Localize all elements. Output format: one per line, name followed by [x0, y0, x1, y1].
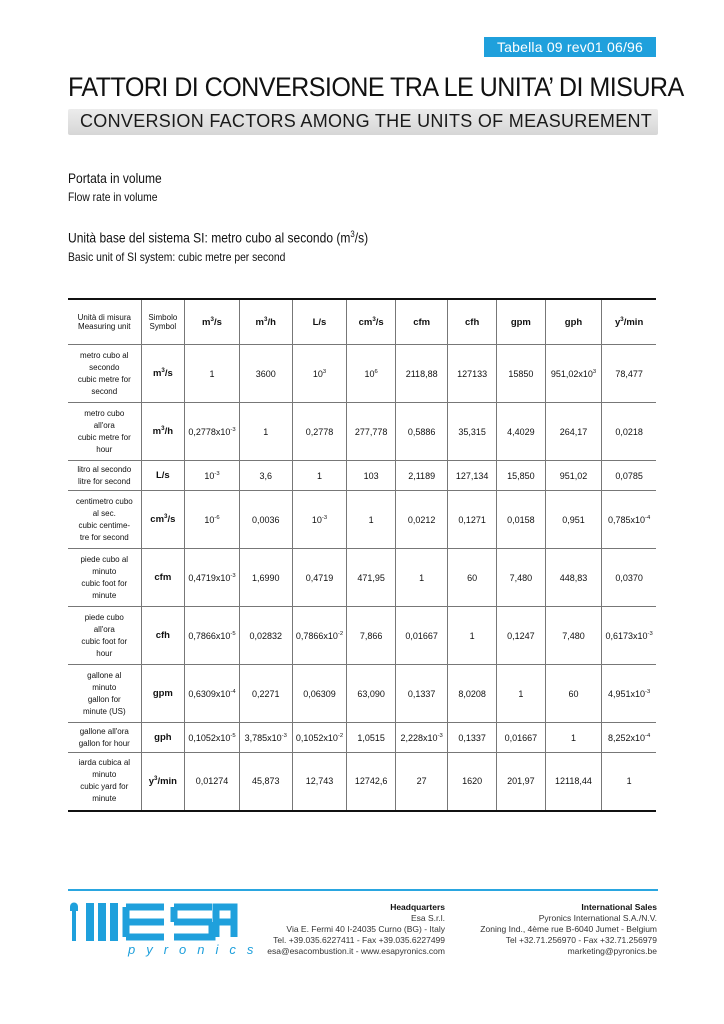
hq-contact[interactable]: esa@esacombustion.it - www.esapyronics.com [267, 946, 445, 956]
table-row [68, 549, 656, 607]
table-row [68, 461, 656, 491]
row-symbol: $m^3/h$ [141, 403, 185, 461]
table-row [68, 665, 656, 723]
conversion-value: 1 [292, 461, 347, 491]
conversion-value: $0,1052x10^{-2}$ [292, 723, 347, 753]
header-unit: Unità di misura Measuring unit [68, 299, 141, 345]
hq-title: Headquarters [390, 902, 445, 912]
conversion-value: 448,83 [545, 549, 602, 607]
column-header: cfm [396, 299, 448, 345]
row-unit-label: piede cubo al minuto cubic foot for minute [68, 549, 141, 607]
base-unit-heading-en: Basic unit of SI system: cubic metre per second [68, 250, 286, 264]
conversion-value: 103 [347, 461, 396, 491]
conversion-value: $0,1052x10^{-5}$ [185, 723, 240, 753]
conversion-value: $4,951x10^{-3}$ [602, 665, 656, 723]
esa-pyronics-logo [66, 897, 265, 957]
column-header: cfh [448, 299, 497, 345]
hq-line: Tel. +39.035.6227411 - Fax +39.035.6227499 [273, 935, 445, 945]
sales-line: Tel +32.71.256970 - Fax +32.71.256979 [505, 935, 657, 945]
conversion-value: 7,866 [347, 607, 396, 665]
conversion-value: 0,01274 [185, 753, 240, 811]
conversion-value: 45,873 [239, 753, 292, 811]
conversion-value: 1 [545, 723, 602, 753]
hq-line: Via E. Fermi 40 I-24035 Curno (BG) - Italy [286, 924, 445, 934]
conversion-value: 1,6990 [239, 549, 292, 607]
conversion-value: 0,06309 [292, 665, 347, 723]
conversion-value: 0,1337 [448, 723, 497, 753]
conversion-value: 0,1271 [448, 491, 497, 549]
conversion-value: 12742,6 [347, 753, 396, 811]
column-header: $cm^3/s$ [347, 299, 396, 345]
section-heading-en: Flow rate in volume [68, 190, 158, 204]
conversion-value: 7,480 [497, 549, 546, 607]
conversion-table [68, 298, 656, 812]
conversion-value: $0,6309x10^{-4}$ [185, 665, 240, 723]
conversion-value: 27 [396, 753, 448, 811]
headquarters-block [267, 902, 445, 957]
conversion-value: $3,785x10^{-3}$ [239, 723, 292, 753]
table-reference-tag: Tabella 09 rev01 06/96 [484, 37, 656, 57]
column-header: $m^3/s$ [185, 299, 240, 345]
conversion-value: 0,01667 [396, 607, 448, 665]
conversion-value: 1 [185, 345, 240, 403]
row-unit-label: gallone al minuto gallon for minute (US) [68, 665, 141, 723]
header-symbol: Simbolo Symbol [141, 299, 185, 345]
column-header: $y^3/\min$ [602, 299, 656, 345]
row-unit-label: piede cubo all'ora cubic foot for hour [68, 607, 141, 665]
conversion-value: $10^3$ [292, 345, 347, 403]
sales-line: Zoning Ind., 4ème rue B-6040 Jumet - Belgium [480, 924, 657, 934]
conversion-value: 0,0218 [602, 403, 656, 461]
conversion-value: 1 [602, 753, 656, 811]
table-row [68, 753, 656, 811]
conversion-value: 0,1247 [497, 607, 546, 665]
conversion-value: 0,5886 [396, 403, 448, 461]
conversion-value: 60 [448, 549, 497, 607]
conversion-value: 15850 [497, 345, 546, 403]
conversion-value: 264,17 [545, 403, 602, 461]
table-header-row [68, 299, 656, 345]
conversion-value: 0,01667 [497, 723, 546, 753]
conversion-value: 471,95 [347, 549, 396, 607]
table-body [68, 345, 656, 811]
conversion-value: 951,02 [545, 461, 602, 491]
conversion-value: 12,743 [292, 753, 347, 811]
conversion-value: 60 [545, 665, 602, 723]
conversion-value: 0,0036 [239, 491, 292, 549]
conversion-value: $10^6$ [347, 345, 396, 403]
row-symbol: gph [141, 723, 185, 753]
conversion-value: 12118,44 [545, 753, 602, 811]
conversion-value: $10^{-3}$ [185, 461, 240, 491]
conversion-value: 2,1189 [396, 461, 448, 491]
table-row [68, 723, 656, 753]
base-unit-heading-it: Unità base del sistema SI: metro cubo al secondo $(m^3/s)$ [68, 229, 369, 246]
conversion-value: 3600 [239, 345, 292, 403]
conversion-value: $0,2778x10^{-3}$ [185, 403, 240, 461]
column-header: $m^3/h$ [239, 299, 292, 345]
conversion-value: $0,7866x10^{-5}$ [185, 607, 240, 665]
row-symbol: gpm [141, 665, 185, 723]
conversion-value: 1 [497, 665, 546, 723]
conversion-value: 3,6 [239, 461, 292, 491]
column-header: gpm [497, 299, 546, 345]
conversion-value: 0,02832 [239, 607, 292, 665]
conversion-value: 1 [396, 549, 448, 607]
row-symbol: $cm^3/s$ [141, 491, 185, 549]
conversion-value: 8,0208 [448, 665, 497, 723]
conversion-value: 0,0158 [497, 491, 546, 549]
table-row [68, 345, 656, 403]
conversion-value: 127133 [448, 345, 497, 403]
row-symbol: cfm [141, 549, 185, 607]
conversion-value: 0,951 [545, 491, 602, 549]
conversion-value: 0,0785 [602, 461, 656, 491]
row-unit-label: iarda cubica al minuto cubic yard for minute [68, 753, 141, 811]
conversion-value: $0,7866x10^{-2}$ [292, 607, 347, 665]
conversion-value: 1,0515 [347, 723, 396, 753]
row-symbol: cfh [141, 607, 185, 665]
row-symbol: $y^3/\min$ [141, 753, 185, 811]
conversion-value: 0,0212 [396, 491, 448, 549]
table-row [68, 491, 656, 549]
row-symbol: L/s [141, 461, 185, 491]
conversion-value: 63,090 [347, 665, 396, 723]
row-unit-label: metro cubo all'ora cubic metre for hour [68, 403, 141, 461]
conversion-value: 2118,88 [396, 345, 448, 403]
table-row [68, 403, 656, 461]
sales-line: Pyronics International S.A./N.V. [538, 913, 657, 923]
row-unit-label: centimetro cubo al sec. cubic centime- tre for second [68, 491, 141, 549]
conversion-value: 127,134 [448, 461, 497, 491]
conversion-value: 0,4719 [292, 549, 347, 607]
conversion-value: $2,228x10^{-3}$ [396, 723, 448, 753]
column-header: L/s [292, 299, 347, 345]
table-row [68, 607, 656, 665]
row-unit-label: gallone all'ora gallon for hour [68, 723, 141, 753]
hq-line: Esa S.r.l. [410, 913, 445, 923]
footer-divider [68, 889, 658, 891]
conversion-value: 0,1337 [396, 665, 448, 723]
conversion-value: $8,252x10^{-4}$ [602, 723, 656, 753]
conversion-value: $0,4719x10^{-3}$ [185, 549, 240, 607]
conversion-value: 1 [239, 403, 292, 461]
conversion-value: $0,785x10^{-4}$ [602, 491, 656, 549]
conversion-value: 1 [347, 491, 396, 549]
page-title: FATTORI DI CONVERSIONE TRA LE UNITA’ DI MISURA [68, 72, 684, 102]
row-unit-label: litro al secondo litre for second [68, 461, 141, 491]
sales-contact[interactable]: marketing@pyronics.be [567, 946, 657, 956]
row-unit-label: metro cubo al secondo cubic metre for second [68, 345, 141, 403]
conversion-value: 0,0370 [602, 549, 656, 607]
conversion-value: 1620 [448, 753, 497, 811]
conversion-value: $10^{-3}$ [292, 491, 347, 549]
conversion-value: 35,315 [448, 403, 497, 461]
logo-subtext: pyronics [128, 942, 265, 957]
conversion-value: 15,850 [497, 461, 546, 491]
conversion-value: $10^{-6}$ [185, 491, 240, 549]
international-sales-block [480, 902, 657, 957]
conversion-value: $0,6173x10^{-3}$ [602, 607, 656, 665]
conversion-value: 4,4029 [497, 403, 546, 461]
conversion-value: 0,2778 [292, 403, 347, 461]
sales-title: International Sales [581, 902, 657, 912]
conversion-value: 201,97 [497, 753, 546, 811]
section-heading-it: Portata in volume [68, 170, 162, 186]
column-header: gph [545, 299, 602, 345]
conversion-value: $951,02x10^3$ [545, 345, 602, 403]
conversion-value: 1 [448, 607, 497, 665]
row-symbol: $m^3/s$ [141, 345, 185, 403]
conversion-value: 277,778 [347, 403, 396, 461]
conversion-value: 7,480 [545, 607, 602, 665]
page-subtitle: CONVERSION FACTORS AMONG THE UNITS OF MEASUREMENT [80, 111, 653, 131]
conversion-value: 0,2271 [239, 665, 292, 723]
conversion-value: 78,477 [602, 345, 656, 403]
